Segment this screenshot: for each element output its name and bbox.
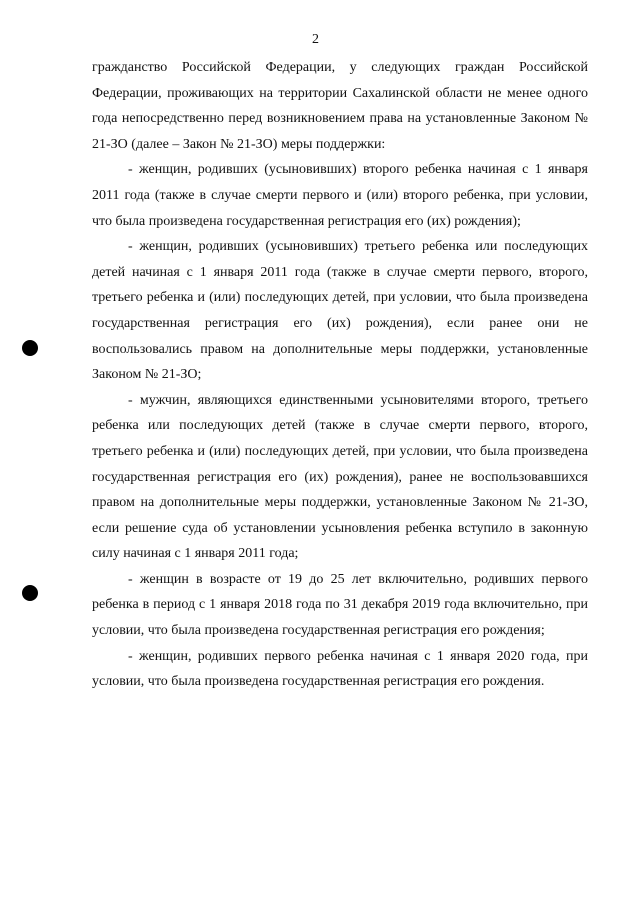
paragraph-intro: гражданство Российской Федерации, у следующих граждан Российской Федерации, проживающих на территории Сахалинской области не менее одного года непосредственно перед возникновением права на установленные Законом № 21-ЗО (далее – Закон № 21-ЗО) меры поддержки: bbox=[92, 60, 588, 152]
document-body bbox=[92, 55, 588, 695]
list-item-first-child-2020: - женщин, родивших первого ребенка начиная с 1 января 2020 года, при условии, что была произведена государственная регистрация его рождения. bbox=[92, 648, 588, 690]
list-item-young-mothers: - женщин в возрасте от 19 до 25 лет включительно, родивших первого ребенка в период с 1 января 2018 года по 31 декабря 2019 года включительно, при условии, что была произведена государственная регистрация его рождения; bbox=[92, 571, 588, 639]
list-item-second-child: - женщин, родивших (усыновивших) второго ребенка начиная с 1 января 2011 года (также в случае смерти первого и (или) второго ребенка, при условии, что была произведена государственная регистрация его (их) рождения); bbox=[92, 162, 588, 229]
page-number: 2 bbox=[312, 32, 319, 47]
list-item-third-child: - женщин, родивших (усыновивших) третьего ребенка или последующих детей начиная с 1 января 2011 года (также в случае смерти первого, второго, третьего ребенка и (или) последующих детей, при условии, что была произведена государственная регистрация его (их) рождения), если ранее они не воспользовались правом на дополнительные меры поддержки, установленные Законом № 21-ЗО; bbox=[92, 239, 588, 383]
punch-hole-mark bbox=[22, 585, 38, 601]
punch-hole-mark bbox=[22, 340, 38, 356]
list-item-male-adopters: - мужчин, являющихся единственными усыновителями второго, третьего ребенка или последующих детей (также в случае смерти первого, второго, третьего ребенка и (или) последующих детей, при условии, что была произведена государственная регистрация его (их) рождения), ранее не воспользовавшихся правом на дополнительные меры поддержки, установленные Законом № 21-ЗО, если решение суда об установлении усыновления ребенка вступило в законную силу начиная с 1 января 2011 года; bbox=[92, 392, 588, 562]
